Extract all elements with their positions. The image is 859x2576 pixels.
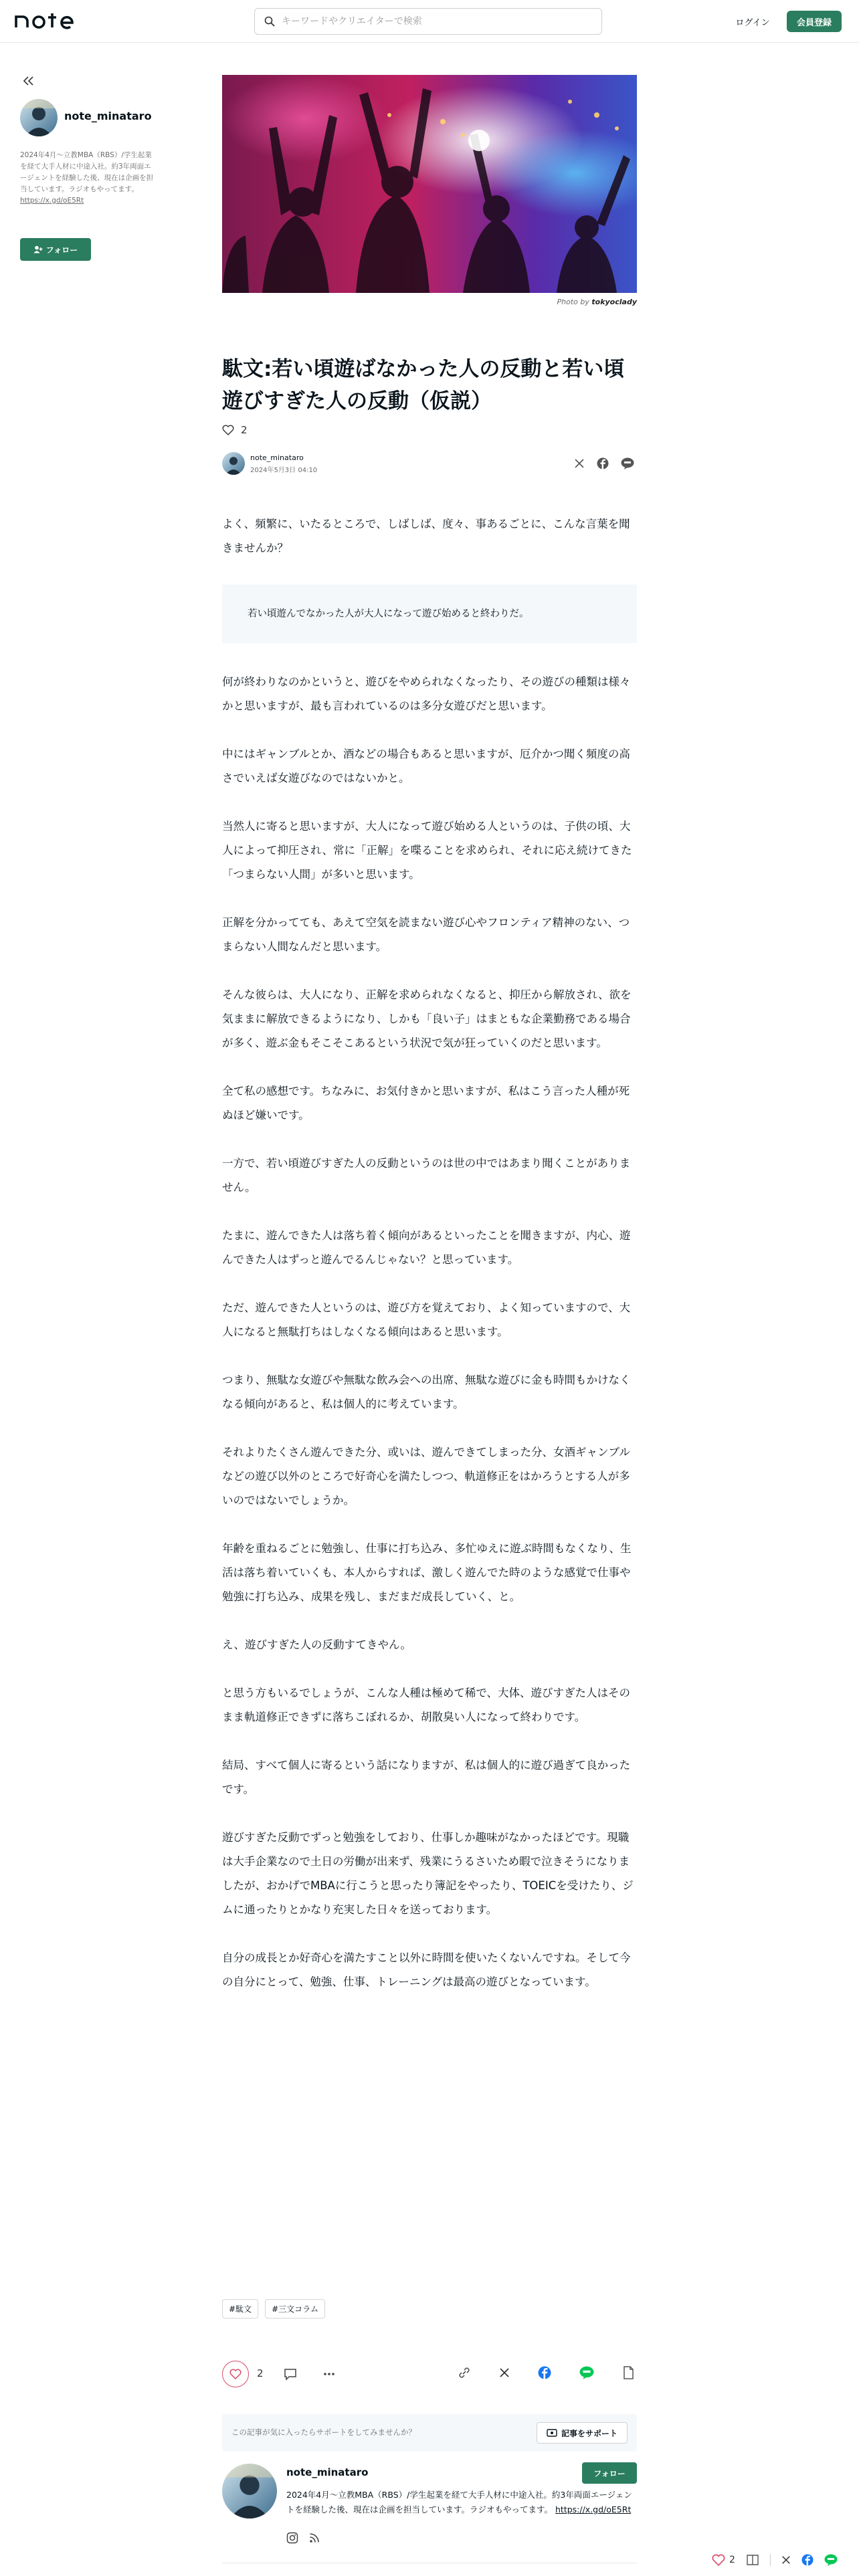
author-name[interactable]: note_minataro bbox=[250, 453, 304, 462]
share-actions bbox=[458, 2366, 634, 2379]
sidebar-bio-link[interactable]: https://x.gd/oE5Rt bbox=[20, 197, 84, 205]
floating-separator bbox=[770, 2554, 771, 2566]
article-title: 駄文:若い頃遊ばなかった人の反動と若い頃遊びすぎた人の反動（仮説） bbox=[222, 357, 625, 413]
title-like-count: 2 bbox=[241, 424, 248, 436]
heart-icon[interactable] bbox=[222, 425, 234, 435]
title-like-row bbox=[222, 424, 248, 436]
comment-icon[interactable] bbox=[284, 2367, 297, 2381]
global-header bbox=[0, 0, 859, 43]
hashtag[interactable]: #三文コラム bbox=[265, 2299, 325, 2319]
tip-icon bbox=[547, 2429, 557, 2437]
line-share-icon[interactable] bbox=[579, 2366, 594, 2379]
login-button[interactable]: ログイン bbox=[735, 17, 770, 28]
line-share-icon[interactable] bbox=[621, 457, 634, 469]
signup-button[interactable]: 会員登録 bbox=[787, 11, 842, 32]
search-input[interactable] bbox=[282, 16, 576, 27]
photo-credit-prefix: Photo by bbox=[557, 298, 589, 306]
paragraph: 全て私の感想です。ちなみに、お気付きかと思いますが、私はこう言った人種が死ぬほど嫌いです。 bbox=[222, 1085, 630, 1121]
x-share-icon[interactable] bbox=[499, 2367, 510, 2378]
profile-card-follow-button[interactable]: フォロー bbox=[582, 2462, 637, 2484]
like-button[interactable] bbox=[222, 2361, 249, 2387]
author-row bbox=[222, 452, 637, 477]
profile-card-bio-link[interactable]: https://x.gd/oE5Rt bbox=[555, 2504, 632, 2514]
paragraph: それよりたくさん遊んできた分、或いは、遊んできてしまった分、女酒ギャンブルなどの遊び以外のところで好奇心を満たしつつ、軌道修正をはかろうとする人が多いのではないでしょうか。 bbox=[222, 1446, 630, 1507]
link-copy-icon[interactable] bbox=[458, 2366, 471, 2379]
blockquote: 若い頃遊んでなかった人が大人になって遊び始めると終わりだ。 bbox=[222, 584, 637, 643]
profile-card-bio bbox=[286, 2488, 637, 2517]
paragraph: え、遊びすぎた人の反動すてきやん。 bbox=[222, 1638, 411, 1651]
note-logo-mark bbox=[15, 11, 80, 30]
paragraph: 自分の成長とか好奇心を満たすこと以外に時間を使いたくないんですね。そして今の自分にとって、勉強、仕事、トレーニングは最高の遊びとなっています。 bbox=[222, 1951, 631, 1988]
paragraph: 正解を分かってても、あえて空気を読まない遊び心やフロンティア精神のない、つまらない人間なんだと思います。 bbox=[222, 916, 630, 953]
magazine-add-icon[interactable] bbox=[746, 2554, 759, 2566]
paragraph: ただ、遊んできた人というのは、遊び方を覚えており、よく知っていますので、大人になると無駄打ちはしなくなる傾向はあると思います。 bbox=[222, 1301, 631, 1338]
facebook-share-icon[interactable] bbox=[597, 457, 609, 469]
profile-card-name[interactable]: note_minataro bbox=[286, 2466, 369, 2478]
search-box[interactable] bbox=[254, 8, 602, 35]
x-share-icon[interactable] bbox=[781, 2555, 791, 2565]
instagram-icon[interactable] bbox=[286, 2532, 298, 2544]
paragraph: と思う方もいるでしょうが、こんな人種は極めて稀で、大体、遊びすぎた人はそのまま軌道修正できずに落ちこぼれるか、胡散臭い人になって終わりです。 bbox=[222, 1687, 631, 1723]
paragraph: 何が終わりなのかというと、遊びをやめられなくなったり、その遊びの種類は様々かと思いますが、最も言われているのは多分女遊びだと思います。 bbox=[222, 675, 631, 712]
collapse-sidebar-icon[interactable] bbox=[20, 72, 37, 90]
paragraph: 当然人に寄ると思いますが、大人になって遊び始める人というのは、子供の頃、大人によって抑圧され、常に「正解」を喋ることを求められ、それに応え続けてきた「つまらない人間」が多いと思います。 bbox=[222, 820, 632, 881]
paragraph: そんな彼らは、大人になり、正解を求められなくなると、抑圧から解放され、欲を気ままに解放できるようになり、しかも「良い子」はまともな企業勤務である場合が多く、遊ぶ金もそこそこあるという状況で気が狂っていくのだと思います。 bbox=[222, 988, 632, 1049]
hero-image bbox=[222, 75, 637, 293]
facebook-share-icon[interactable] bbox=[538, 2366, 551, 2379]
article-action-bar bbox=[222, 2358, 637, 2390]
rss-icon[interactable] bbox=[309, 2533, 320, 2543]
heart-icon[interactable] bbox=[712, 2554, 725, 2566]
note-logo[interactable] bbox=[15, 9, 80, 32]
support-prompt: この記事が気に入ったらサポートをしてみませんか？ bbox=[231, 2428, 416, 2437]
sidebar-creator-name[interactable]: note_minataro bbox=[64, 110, 152, 122]
facebook-share-icon[interactable] bbox=[801, 2554, 814, 2566]
search-icon bbox=[264, 16, 275, 27]
author-avatar[interactable] bbox=[222, 452, 245, 475]
heart-icon bbox=[229, 2369, 242, 2379]
hashtag-list bbox=[222, 2299, 325, 2319]
line-share-icon[interactable] bbox=[824, 2554, 838, 2566]
profile-card-social bbox=[286, 2532, 320, 2544]
add-user-icon bbox=[33, 245, 43, 253]
sidebar-bio-text: 2024年4月〜立教MBA（RBS）/学生起業を経て大手人材に中途入社。約3年両面エージェントを経験した後、現在は企画を担当しています。ラジオもやってます。 bbox=[20, 151, 154, 193]
photo-credit bbox=[222, 298, 637, 306]
article-body bbox=[222, 512, 637, 2018]
paragraph: 結局、すべて個人に寄るという話になりますが、私は個人的に遊び過ぎて良かったです。 bbox=[222, 1759, 631, 1796]
header-share-icons bbox=[574, 457, 634, 469]
profile-card-bio-text: 2024年4月〜立教MBA（RBS）/学生起業を経て大手人材に中途入社。約3年両面エージェントを経験した後、現在は企画を担当しています。ラジオもやってます。 bbox=[286, 2490, 632, 2514]
like-count: 2 bbox=[257, 2367, 264, 2379]
paragraph: 年齢を重ねるごとに勉強し、仕事に打ち込み、多忙ゆえに遊ぶ時間もなくなり、生活は落ち着いていくも、本人からすれば、激しく遊んでた時のような感覚で仕事や勉強に打ち込み、成果を残し、まだまだ成長していく、と。 bbox=[222, 1542, 632, 1603]
document-icon[interactable] bbox=[622, 2366, 634, 2379]
paragraph: 中にはギャンブルとか、酒などの場合もあると思いますが、厄介かつ聞く頻度の高さでいえば女遊びなのではないかと。 bbox=[222, 748, 630, 784]
more-icon[interactable] bbox=[322, 2367, 336, 2381]
sidebar-avatar[interactable] bbox=[20, 99, 58, 136]
photo-credit-name[interactable]: tokyoclady bbox=[591, 298, 637, 306]
support-button[interactable] bbox=[537, 2422, 628, 2444]
floating-action-bar bbox=[712, 2549, 854, 2571]
hashtag[interactable]: #駄文 bbox=[222, 2299, 258, 2319]
floating-like-count: 2 bbox=[729, 2555, 735, 2565]
paragraph: よく、頻繁に、いたるところで、しばしば、度々、事あるごとに、こんな言葉を聞きませんか？ bbox=[222, 518, 630, 554]
x-share-icon[interactable] bbox=[574, 458, 585, 469]
sidebar-bio bbox=[20, 150, 154, 207]
support-box bbox=[222, 2414, 637, 2452]
paragraph: 遊びすぎた反動でずっと勉強をしており、仕事しか趣味がなかったほどです。現職は大手企業なので土日の労働が出来ず、残業にうるさいため暇で泣きそうになりましたが、おかげでMBAに行こうと思ったり簿記をやったり、TOEICを受けたり、ジムに通ったりとかなり充実した日々を送っております。 bbox=[222, 1831, 634, 1916]
paragraph: たまに、遊んできた人は落ち着く傾向があるといったことを聞きますが、内心、遊んできた人はずっと遊んでるんじゃない？と思っています。 bbox=[222, 1229, 631, 1266]
publish-date: 2024年5月3日 04:10 bbox=[250, 467, 318, 474]
paragraph: つまり、無駄な女遊びや無駄な飲み会への出席、無駄な遊びに金も時間もかけなくなる傾向があると、私は個人的に考えています。 bbox=[222, 1374, 631, 1410]
sidebar-follow-label: フォロー bbox=[45, 245, 78, 255]
sidebar-follow-button[interactable] bbox=[20, 238, 91, 261]
support-button-label: 記事をサポート bbox=[561, 2428, 617, 2438]
profile-card-avatar[interactable] bbox=[222, 2464, 277, 2518]
paragraph: 一方で、若い頃遊びすぎた人の反動というのは世の中ではあまり聞くことがありません。 bbox=[222, 1157, 631, 1194]
